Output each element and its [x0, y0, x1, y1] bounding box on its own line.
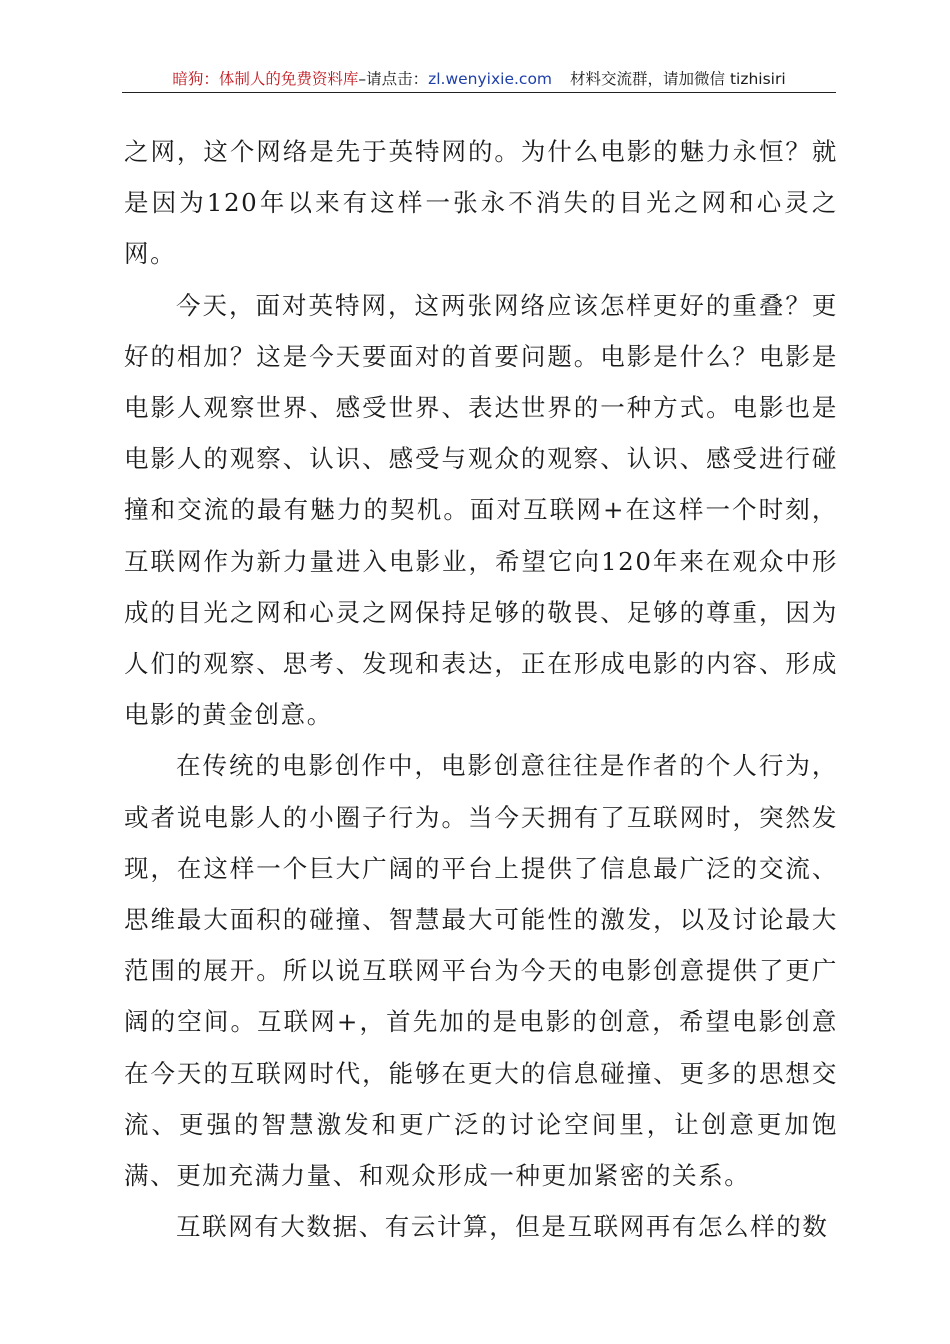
paragraph-1: 之网，这个网络是先于英特网的。为什么电影的魅力永恒？就是因为120年以来有这样一张永不消失的目光之网和心灵之网。: [124, 137, 838, 269]
page-header: [122, 66, 836, 93]
header-brand: 暗狗：体制人的免费资料库: [172, 70, 359, 88]
paragraph-4: 互联网有大数据、有云计算，但是互联网再有怎么样的数: [176, 1212, 829, 1242]
paragraph-2: 今天，面对英特网，这两张网络应该怎样更好的重叠？更好的相加？这是今天要面对的首要问题。电影是什么？电影是电影人观察世界、感受世界、表达世界的一种方式。电影也是电影人的观察、认识、感受与观众的观察、认识、感受进行碰撞和交流的最有魅力的契机。面对互联网+在这样一个时刻，互联网作为新力量进入电影业，希望它向120年来在观众中形成的目光之网和心灵之网保持足够的敬畏、足够的尊重，因为人们的观察、思考、发现和表达，正在形成电影的内容、形成电影的黄金创意。: [124, 290, 838, 730]
header-prompt: –请点击：: [358, 70, 429, 88]
header-contact: 材料交流群，请加微信 tizhisiri: [570, 70, 786, 88]
header-link[interactable]: zl.wenyixie.com: [428, 70, 553, 88]
paragraph-3: 在传统的电影创作中，电影创意往往是作者的个人行为，或者说电影人的小圈子行为。当今天拥有了互联网时，突然发现，在这样一个巨大广阔的平台上提供了信息最广泛的交流、思维最大面积的碰撞、智慧最大可能性的激发，以及讨论最大范围的展开。所以说互联网平台为今天的电影创意提供了更广阔的空间。互联网+，首先加的是电影的创意，希望电影创意在今天的互联网时代，能够在更大的信息碰撞、更多的思想交流、更强的智慧激发和更广泛的讨论空间里，让创意更加饱满、更加充满力量、和观众形成一种更加紧密的关系。: [124, 751, 838, 1191]
document-body: [124, 126, 838, 1252]
